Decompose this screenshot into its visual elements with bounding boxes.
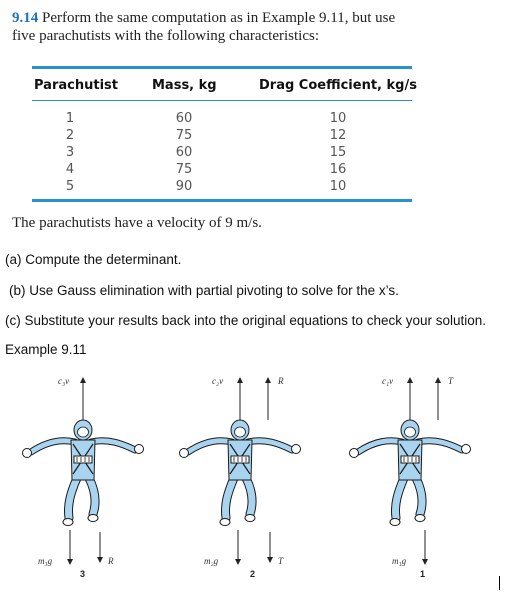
table-cell: 16 bbox=[329, 162, 347, 177]
problem-text-1: Perform the same computation as in Example 9.11, but use bbox=[42, 10, 396, 26]
table-cell: 15 bbox=[329, 145, 347, 160]
table-cell: 3 bbox=[65, 145, 75, 160]
table-bottom-rule bbox=[32, 199, 412, 202]
table-cell: 10 bbox=[329, 179, 347, 194]
table-cell: 60 bbox=[175, 145, 193, 160]
parachutist-1 bbox=[350, 376, 471, 579]
table-cell: 1 bbox=[65, 111, 75, 126]
table-cell: 75 bbox=[175, 128, 193, 143]
parachutist-2 bbox=[180, 376, 301, 579]
table-cell: 2 bbox=[65, 128, 75, 143]
header-parachutist: Parachutist bbox=[34, 78, 118, 93]
parachutist-3 bbox=[23, 376, 144, 579]
force-label-up: T bbox=[448, 376, 454, 386]
table-cell: 12 bbox=[329, 128, 347, 143]
table-cell: 60 bbox=[175, 111, 193, 126]
table-cell: 75 bbox=[175, 162, 193, 177]
table-top-rule bbox=[32, 66, 412, 69]
problem-statement bbox=[12, 9, 502, 45]
part-c: (c) Substitute your results back into the original equations to check your solution. bbox=[5, 313, 487, 328]
drag-label: c₁v bbox=[382, 376, 394, 386]
example-label: Example 9.11 bbox=[5, 342, 87, 357]
part-b: (b) Use Gauss elimination with partial pivoting to solve for the x’s. bbox=[9, 283, 399, 298]
table-cell: 10 bbox=[329, 111, 347, 126]
table-cell: 4 bbox=[65, 162, 75, 177]
parachutist-index: 3 bbox=[80, 569, 86, 579]
force-label-down: T bbox=[278, 556, 284, 566]
force-label-up: R bbox=[278, 376, 284, 386]
weight-label: m₂g bbox=[204, 556, 219, 566]
table-cell: 5 bbox=[65, 179, 75, 194]
parachutist-index: 1 bbox=[420, 569, 426, 579]
velocity-statement: The parachutists have a velocity of 9 m/s. bbox=[12, 215, 262, 231]
parachutist-index: 2 bbox=[250, 569, 256, 579]
header-drag: Drag Coefficient, kg/s bbox=[259, 78, 417, 93]
problem-number: 9.14 bbox=[12, 10, 39, 26]
problem-line-1 bbox=[12, 9, 502, 27]
text-cursor bbox=[499, 576, 500, 590]
column-parachutist bbox=[65, 110, 75, 195]
force-label: R bbox=[108, 556, 114, 566]
drag-label: c₃v bbox=[58, 376, 70, 386]
part-a: (a) Compute the determinant. bbox=[5, 252, 182, 267]
header-mass: Mass, kg bbox=[152, 78, 217, 93]
column-mass bbox=[172, 110, 196, 195]
weight-label: m₃g bbox=[38, 556, 53, 566]
table-cell: 90 bbox=[175, 179, 193, 194]
problem-text-2: five parachutists with the following characteristics: bbox=[12, 28, 319, 44]
column-drag bbox=[326, 110, 350, 195]
drag-label: c₂v bbox=[212, 376, 224, 386]
table-header-rule bbox=[32, 100, 412, 101]
weight-label: m₁g bbox=[392, 556, 407, 566]
parachutists-figure bbox=[0, 362, 510, 597]
